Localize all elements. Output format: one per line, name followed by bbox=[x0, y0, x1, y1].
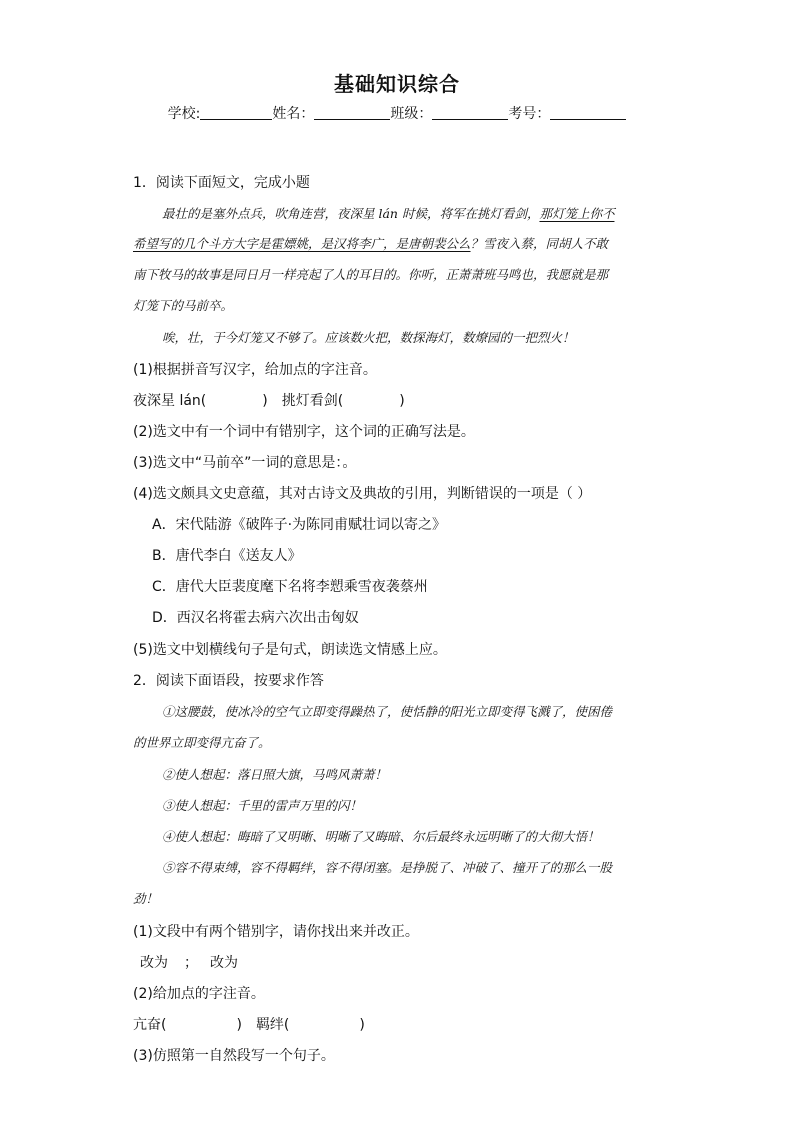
school-label: 学校: bbox=[167, 106, 201, 122]
q2-passage-p1-b: 的世界立即变得亢奋了。 bbox=[133, 735, 271, 750]
q2-sub3: (3)仿照第一自然段写一个句子。 bbox=[133, 1048, 335, 1064]
class-label: 班级： bbox=[390, 106, 433, 122]
q2-sub1-answers: 改为 ； 改为 bbox=[140, 955, 238, 971]
q2-passage-p4: ④使人想起：晦暗了又明晰、明晰了又晦暗、尔后最终永远明晰了的大彻大悟！ bbox=[162, 829, 600, 844]
q2-sub1: (1)文段中有两个错别字，请你找出来并改正。 bbox=[133, 924, 419, 940]
q2-passage-p3: ③使人想起：千里的雷声万里的闪！ bbox=[162, 798, 363, 813]
q2-sub2-answers: 亢奋( ) 羁绊( ) bbox=[133, 1017, 365, 1033]
name-blank[interactable] bbox=[314, 105, 390, 120]
q1-heading: 1．阅读下面短文，完成小题 bbox=[133, 175, 310, 191]
q1-sub1-answers: 夜深星 lán( ) 挑灯看剑( ) bbox=[133, 393, 405, 409]
q1-sub4: (4)选文颇具文史意蕴，其对古诗文及典故的引用，判断错误的一项是（ ） bbox=[133, 486, 592, 502]
q1-passage-line-2: 希望写的几个斗方大字是霍嫖姚，是汉将李广，是唐朝裴公么？雪夜入蔡，同胡人不敢 bbox=[133, 236, 609, 251]
q1-sub5: (5)选文中划横线句子是句式，朗读选文情感上应。 bbox=[133, 642, 447, 658]
exam-label: 考号： bbox=[508, 106, 551, 122]
q2-sub2: (2)给加点的字注音。 bbox=[133, 986, 265, 1002]
class-blank[interactable] bbox=[432, 105, 508, 120]
underlined-sentence: 希望写的几个斗方大字是霍嫖姚，是汉将李广，是唐朝裴公么 bbox=[133, 236, 471, 251]
q1-sub3: (3)选文中“马前卒”一词的意思是：。 bbox=[133, 455, 357, 471]
q1-option-a[interactable]: A．宋代陆游《破阵子·为陈同甫赋壮词以寄之》 bbox=[152, 517, 447, 533]
q1-passage-line-1: 最壮的是塞外点兵，吹角连营，夜深星 lán 时候，将军在挑灯看剑，那灯笼上你不 bbox=[162, 206, 615, 221]
q2-passage-p5-a: ⑤容不得束缚，容不得羁绊，容不得闭塞。是挣脱了、冲破了、撞开了的那么一股 bbox=[162, 860, 613, 875]
q1-option-c[interactable]: C．唐代大臣裴度麾下名将李愬乘雪夜袭蔡州 bbox=[152, 579, 428, 595]
q2-passage-p5-b: 劲！ bbox=[133, 891, 159, 906]
name-label: 姓名： bbox=[272, 106, 315, 122]
student-info-line bbox=[0, 103, 794, 123]
school-blank[interactable] bbox=[200, 105, 272, 120]
q1-sub1: (1)根据拼音写汉字，给加点的字注音。 bbox=[133, 362, 377, 378]
q2-passage-p1-a: ①这腰鼓，使冰冷的空气立即变得躁热了，使恬静的阳光立即变得飞溅了，使困倦 bbox=[162, 704, 613, 719]
q1-option-d[interactable]: D．西汉名将霍去病六次出击匈奴 bbox=[152, 610, 359, 626]
q2-passage-p2: ②使人想起：落日照大旗，马鸣风萧萧！ bbox=[162, 767, 388, 782]
exam-blank[interactable] bbox=[550, 105, 626, 120]
q2-heading: 2．阅读下面语段，按要求作答 bbox=[133, 673, 324, 689]
q1-sub2: (2)选文中有一个词中有错别字，这个词的正确写法是。 bbox=[133, 424, 475, 440]
q1-passage-line-5: 唉，壮，于今灯笼又不够了。应该数火把，数探海灯，数燎园的一把烈火！ bbox=[162, 330, 575, 345]
page-title: 基础知识综合 bbox=[334, 72, 460, 96]
q1-passage-line-3: 南下牧马的故事是同日月一样亮起了人的耳目的。你听，正萧萧班马鸣也，我愿就是那 bbox=[133, 267, 609, 282]
q1-passage-line-4: 灯笼下的马前卒。 bbox=[133, 298, 234, 313]
underlined-sentence: 那灯笼上你不 bbox=[539, 206, 615, 221]
q1-option-b[interactable]: B．唐代李白《送友人》 bbox=[152, 548, 302, 564]
